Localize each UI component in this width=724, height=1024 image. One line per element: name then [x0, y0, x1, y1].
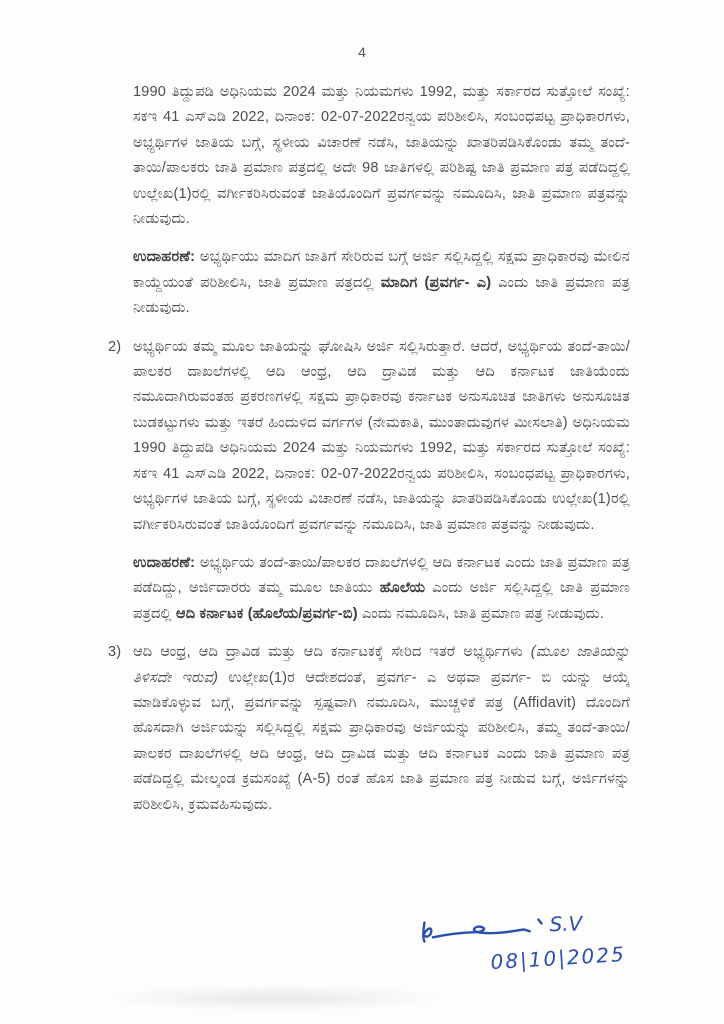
example-2-text-2: ಎಂದು ಅರ್ಜಿ ಸಲ್ಲಿಸಿದ್ದಲ್ಲಿ ಜಾತಿ ಪ್ರಮಾಣ ಪತ್ರದಲ್ಲಿ	[133, 580, 630, 622]
page-number: 4	[358, 44, 366, 60]
paragraph-continuation	[133, 80, 630, 232]
example-2-label: ಉದಾಹರಣೆ:	[133, 554, 196, 571]
document-body	[108, 80, 631, 831]
list-item-3-text-2: ಉಲ್ಲೇಖ(1)ರ ಆದೇಶದಂತೆ, ಪ್ರವರ್ಗ- ಎ ಅಥವಾ ಪ್ರವರ್ಗ- ಬಿ ಯನ್ನು ಆಯ್ಕೆ ಮಾಡಿಕೊಳ್ಳುವ ಬಗ್ಗೆ, ಪ್ರವರ್ಗವನ್ನು ಸ್ಪಷ್ಟವಾಗಿ ನಮೂದಿಸಿ, ಮುಚ್ಚಳಿಕೆ ಪತ್ರ (Affidavit) ದೊಂದಿಗೆ ಹೊಸದಾಗಿ ಅರ್ಜಿಯನ್ನು ಸಲ್ಲಿಸಿದ್ದಲ್ಲಿ ಸಕ್ಷಮ ಪ್ರಾಧಿಕಾರವು ಅರ್ಜಿಯನ್ನು ಪರಿಶೀಲಿಸಿ, ತಮ್ಮ ತಂದೆ-ತಾಯಿ/ಪಾಲಕರ ದಾಖಲೆಗಳಲ್ಲಿ ಆದಿ ಆಂಧ್ರ, ಆದಿ ದ್ರಾವಿಡ ಮತ್ತು ಆದಿ ಕರ್ನಾಟಕ ಎಂದು ಜಾತಿ ಪ್ರಮಾಣ ಪತ್ರ ಪಡೆದಿದ್ದಲ್ಲಿ ಮೇಲ್ಕಂಡ ಕ್ರಮಸಂಖ್ಯೆ (A-5) ರಂತೆ ಹೊಸ ಜಾತಿ ಪ್ರಮಾಣ ಪತ್ರ ನೀಡುವ ಬಗ್ಗೆ, ಅರ್ಜಿಗಳನ್ನು ಪರಿಶೀಲಿಸಿ, ಕ್ರಮವಹಿಸುವುದು.	[133, 669, 630, 813]
list-item-3-text-1: ಆದಿ ಆಂಧ್ರ, ಆದಿ ದ್ರಾವಿಡ ಮತ್ತು ಆದಿ ಕರ್ನಾಟಕಕ್ಕೆ ಸೇರಿದ ಇತರೆ ಅಭ್ಯರ್ಥಿಗಳು	[133, 644, 531, 661]
example-1-text: ಅಭ್ಯರ್ಥಿಯು ಮಾದಿಗ ಜಾತಿಗೆ ಸೇರಿರುವ ಬಗ್ಗೆ ಅರ್ಜಿ ಸಲ್ಲಿಸಿದ್ದಲ್ಲಿ ಸಕ್ಷಮ ಪ್ರಾಧಿಕಾರವು ಮೇಲಿನ ಕಾಯ್ದೆಯಂತೆ ಪರಿಶೀಲಿಸಿ, ಜಾತಿ ಪ್ರಮಾಣ ಪತ್ರದಲ್ಲಿ	[133, 249, 630, 291]
example-2-text-1: ಅಭ್ಯರ್ಥಿಯ ತಂದೆ-ತಾಯಿ/ಪಾಲಕರ ದಾಖಲೆಗಳಲ್ಲಿ ಆದಿ ಕರ್ನಾಟಕ ಎಂದು ಜಾತಿ ಪ್ರಮಾಣ ಪತ್ರ ಪಡೆದಿದ್ದು, ಅರ್ಜಿದಾರರು ತಮ್ಮ ಮೂಲ ಜಾತಿಯು	[133, 554, 630, 597]
signature-scribble-icon	[417, 910, 598, 949]
example-2-paragraph	[133, 551, 630, 627]
list-item-3-number: 3)	[108, 644, 122, 661]
signature-initials: S.V	[549, 911, 583, 937]
list-item-3-italic-note: (ಮೂಲ ಜಾತಿಯನ್ನು ತಿಳಿಸದೇ ಇರುವ)	[133, 644, 630, 686]
list-item-2-number: 2)	[108, 338, 122, 355]
example-1-text-end: ಎಂದು ಜಾತಿ ಪ್ರಮಾಣ ಪತ್ರ ನೀಡುವುದು.	[133, 274, 631, 317]
example-1-paragraph	[133, 245, 630, 321]
example-2-text-end: ಎಂದು ನಮೂದಿಸಿ, ಜಾತಿ ಪ್ರಮಾಣ ಪತ್ರ ನೀಡುವುದು.	[357, 605, 604, 622]
paragraph-continuation-text: 1990 ತಿದ್ದುಪಡಿ ಅಧಿನಿಯಮ 2024 ಮತ್ತು ನಿಯಮಗಳು 1992, ಮತ್ತು ಸರ್ಕಾರದ ಸುತ್ತೋಲೆ ಸಂಖ್ಯೆ: ಸಕಇ 41 ಎಸ್ಎಡಿ 2022, ದಿನಾಂಕ: 02-07-2022ರನ್ವಯ ಪರಿಶೀಲಿಸಿ, ಸಂಬಂಧಪಟ್ಟ ಪ್ರಾಧಿಕಾರಗಳು, ಅಭ್ಯರ್ಥಿಗಳ ಜಾತಿಯ ಬಗ್ಗೆ, ಸ್ಥಳೀಯ ವಿಚಾರಣೆ ನಡೆಸಿ, ಜಾತಿಯನ್ನು ಖಾತರಿಪಡಿಸಿಕೊಂಡು ತಮ್ಮ ತಂದೆ-ತಾಯಿ/ಪಾಲಕರು ಜಾತಿ ಪ್ರಮಾಣ ಪತ್ರದಲ್ಲಿ ಅದೇ 98 ಜಾತಿಗಳಲ್ಲಿ ಪರಿಶಿಷ್ಟ ಜಾತಿ ಪ್ರಮಾಣ ಪತ್ರ ಪಡೆದಿದ್ದಲ್ಲಿ ಉಲ್ಲೇಖ(1)ರಲ್ಲಿ ವರ್ಗೀಕರಿಸಿರುವಂತೆ ಜಾತಿಯೊಂದಿಗೆ ಪ್ರವರ್ಗವನ್ನು ನಮೂದಿಸಿ, ಜಾತಿ ಪ್ರಮಾಣ ಪತ್ರವನ್ನು ನೀಡುವುದು.	[133, 84, 630, 228]
scan-smudge-artifact	[100, 985, 450, 1011]
signature-date: 08|10|2025	[489, 941, 627, 975]
example-2-bold-caste-1: ಹೊಲೆಯ	[379, 580, 426, 597]
example-1-bold-caste: ಮಾದಿಗ (ಪ್ರವರ್ಗ- ಎ)	[380, 274, 492, 291]
example-1-label: ಉದಾಹರಣೆ:	[133, 249, 196, 266]
list-item-2-text: ಅಭ್ಯರ್ಥಿಯ ತಮ್ಮ ಮೂಲ ಜಾತಿಯನ್ನು ಘೋಷಿಸಿ ಅರ್ಜಿ ಸಲ್ಲಿಸಿರುತ್ತಾರೆ. ಆದರೆ, ಅಭ್ಯರ್ಥಿಯ ತಂದೆ-ತಾಯಿ/ಪಾಲಕರ ದಾಖಲೆಗಳಲ್ಲಿ ಆದಿ ಆಂಧ್ರ, ಆದಿ ದ್ರಾವಿಡ ಮತ್ತು ಆದಿ ಕರ್ನಾಟಕ ಜಾತಿಯೆಂದು ನಮೂದಾಗಿರುವಂತಹ ಪ್ರಕರಣಗಳಲ್ಲಿ ಸಕ್ಷಮ ಪ್ರಾಧಿಕಾರವು ಕರ್ನಾಟಕ ಅನುಸೂಚಿತ ಜಾತಿಗಳು ಅನುಸೂಚಿತ ಬುಡಕಟ್ಟುಗಳು ಮತ್ತು ಇತರೆ ಹಿಂದುಳಿದ ವರ್ಗಗಳ (ನೇಮಕಾತಿ, ಮುಂತಾದುವುಗಳ ಮೀಸಲಾತಿ) ಅಧಿನಿಯಮ 1990 ತಿದ್ದುಪಡಿ ಅಧಿನಿಯಮ 2024 ಮತ್ತು ನಿಯಮಗಳು 1992, ಮತ್ತು ಸರ್ಕಾರದ ಸುತ್ತೋಲೆ ಸಂಖ್ಯೆ: ಸಕಇ 41 ಎಸ್ಎಡಿ 2022, ದಿನಾಂಕ: 02-07-2022ರನ್ವಯ ಪರಿಶೀಲಿಸಿ, ಸಂಬಂಧಪಟ್ಟ ಪ್ರಾಧಿಕಾರಗಳು, ಅಭ್ಯರ್ಥಿಗಳ ಜಾತಿಯ ಬಗ್ಗೆ, ಸ್ಥಳೀಯ ವಿಚಾರಣೆ ನಡೆಸಿ, ಜಾತಿಯನ್ನು ಖಾತರಿಪಡಿಸಿಕೊಂಡು ಉಲ್ಲೇಖ(1)ರಲ್ಲಿ ವರ್ಗೀಕರಿಸಿರುವಂತೆ ಜಾತಿಯೊಂದಿಗೆ ಪ್ರವರ್ಗವನ್ನು ನಮೂದಿಸಿ, ಜಾತಿ ಪ್ರಮಾಣ ಪತ್ರವನ್ನು ನೀಡುವುದು.	[133, 338, 630, 533]
list-item-2	[108, 335, 630, 538]
example-2-bold-caste-2: ಆದಿ ಕರ್ನಾಟಕ (ಹೊಲೆಯ/ಪ್ರವರ್ಗ-ಬಿ)	[175, 605, 358, 622]
signature-block	[417, 909, 626, 973]
list-item-3	[108, 640, 630, 818]
